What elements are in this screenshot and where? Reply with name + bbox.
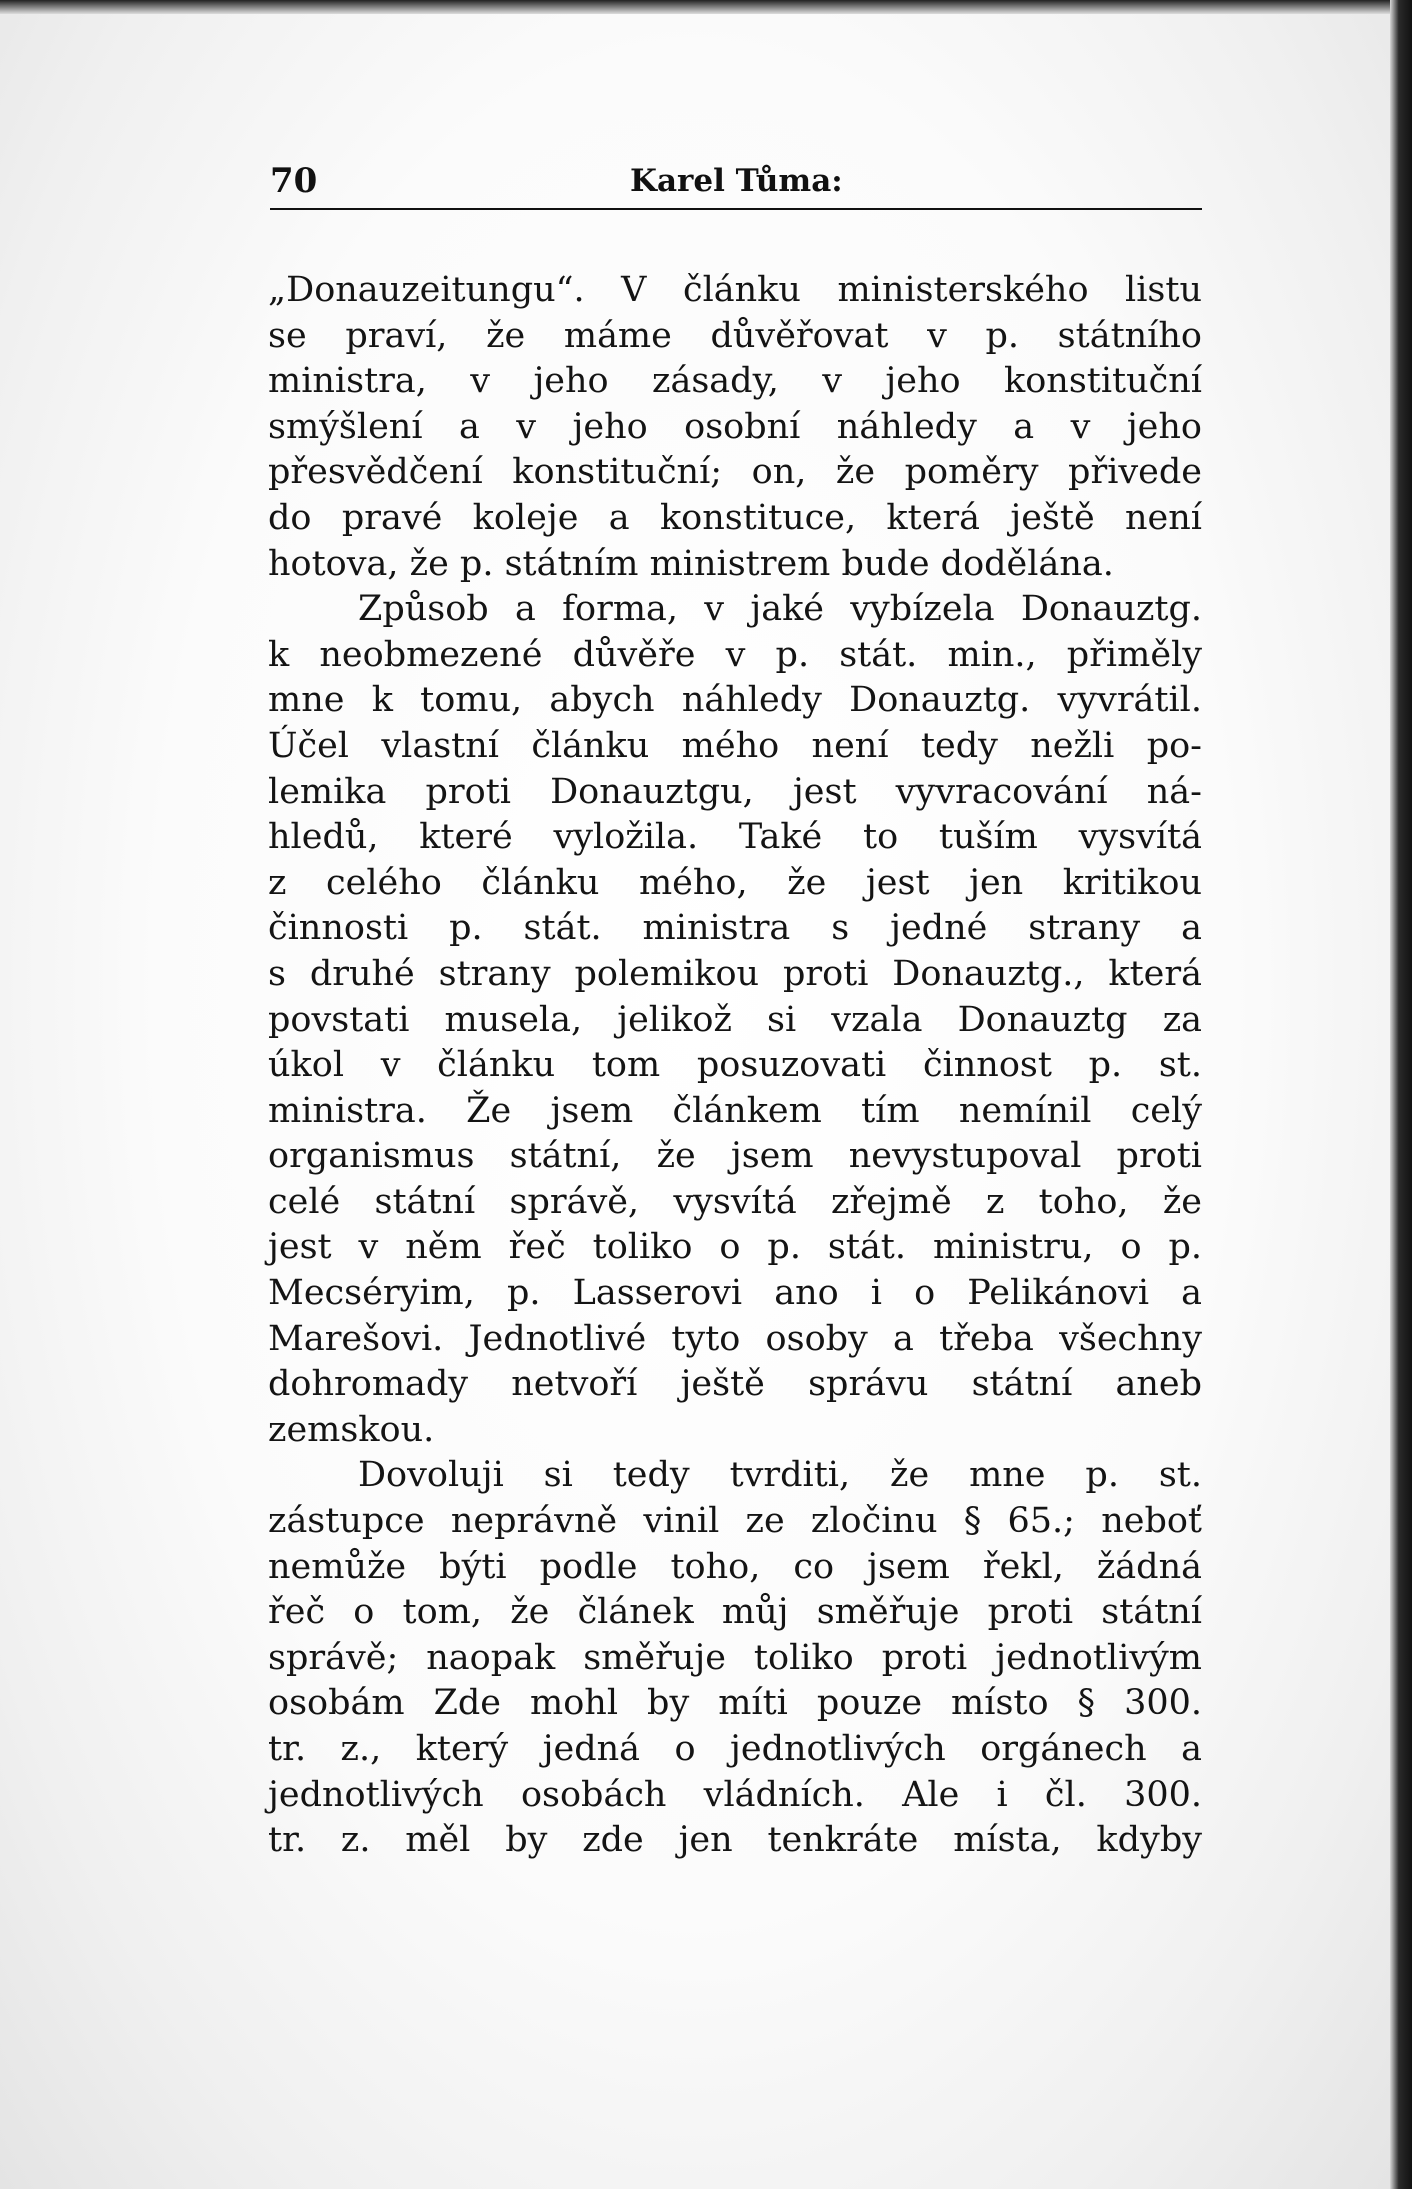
- text-line: mne k tomu, abych náhledy Donauztg. vyvrátil.: [268, 680, 1202, 721]
- text-line: hotova, že p. státním ministrem bude dodělána.: [268, 543, 1114, 584]
- text-line: ministra, v jeho zásady, v jeho konstituční: [268, 361, 1202, 402]
- text-line: úkol v článku tom posuzovati činnost p. st.: [268, 1045, 1202, 1086]
- text-line: činnosti p. stát. ministra s jedné strany a: [268, 908, 1202, 949]
- page-header: [270, 158, 1202, 210]
- text-line: nemůže býti podle toho, co jsem řekl, žádná: [268, 1546, 1202, 1587]
- text-line: jednotlivých osobách vládních. Ale i čl. 300.: [268, 1774, 1202, 1815]
- page-edge-shadow: [1390, 0, 1412, 2189]
- text-line: Účel vlastní článku mého není tedy nežli po-: [268, 725, 1202, 766]
- text-line: k neobmezené důvěře v p. stát. min., přiměly: [268, 634, 1202, 675]
- text-line: s druhé strany polemikou proti Donauztg., která: [268, 953, 1202, 994]
- text-line: tr. z., který jedná o jednotlivých orgánech a: [268, 1729, 1202, 1769]
- text-line: Způsob a forma, v jaké vybízela Donauztg.: [358, 589, 1202, 630]
- text-line: hledů, které vyložila. Také to tuším vysvítá: [268, 817, 1202, 858]
- page-top-shadow: [0, 0, 1390, 14]
- text-line: z celého článku mého, že jest jen kritikou: [268, 862, 1202, 903]
- text-line: osobám Zde mohl by míti pouze místo § 300.: [268, 1683, 1202, 1724]
- text-line: povstati musela, jelikož si vzala Donauztg za: [268, 999, 1202, 1040]
- text-line: organismus státní, že jsem nevystupoval proti: [268, 1136, 1202, 1177]
- text-line: správě; naopak směřuje toliko proti jednotlivým: [268, 1637, 1202, 1678]
- text-line: ministra. Že jsem článkem tím nemínil celý: [268, 1090, 1202, 1131]
- text-line: celé státní správě, vysvítá zřejmě z toho, že: [268, 1181, 1202, 1222]
- text-line: zemskou.: [268, 1409, 435, 1450]
- body-text: [268, 268, 1202, 1864]
- text-line: se praví, že máme důvěřovat v p. státního: [268, 315, 1202, 356]
- running-head: Karel Tůma:: [630, 163, 843, 199]
- text-line: Dovoluji si tedy tvrditi, že mne p. st.: [358, 1455, 1202, 1496]
- text-line: jest v něm řeč toliko o p. stát. ministru, o p.: [268, 1227, 1202, 1268]
- text-line: lemika proti Donauztgu, jest vyvracování ná-: [268, 771, 1202, 812]
- text-line: přesvědčení konstituční; on, že poměry přivede: [268, 452, 1202, 493]
- text-line: řeč o tom, že článek můj směřuje proti státní: [268, 1592, 1202, 1633]
- text-line: smýšlení a v jeho osobní náhledy a v jeho: [268, 406, 1202, 447]
- text-line: tr. z. měl by zde jen tenkráte místa, kdyby: [268, 1820, 1202, 1861]
- text-line: Mecséryim, p. Lasserovi ano i o Pelikánovi a: [268, 1273, 1202, 1314]
- page-number: 70: [270, 161, 318, 201]
- text-line: „Donauzeitungu“. V článku ministerského listu: [268, 270, 1202, 310]
- text-line: Marešovi. Jednotlivé tyto osoby a třeba všechny: [268, 1318, 1202, 1359]
- text-line: do pravé koleje a konstituce, která ještě není: [268, 497, 1202, 538]
- text-line: zástupce neprávně vinil ze zločinu § 65.; neboť: [268, 1501, 1202, 1542]
- text-line: dohromady netvoří ještě správu státní aneb: [268, 1364, 1202, 1405]
